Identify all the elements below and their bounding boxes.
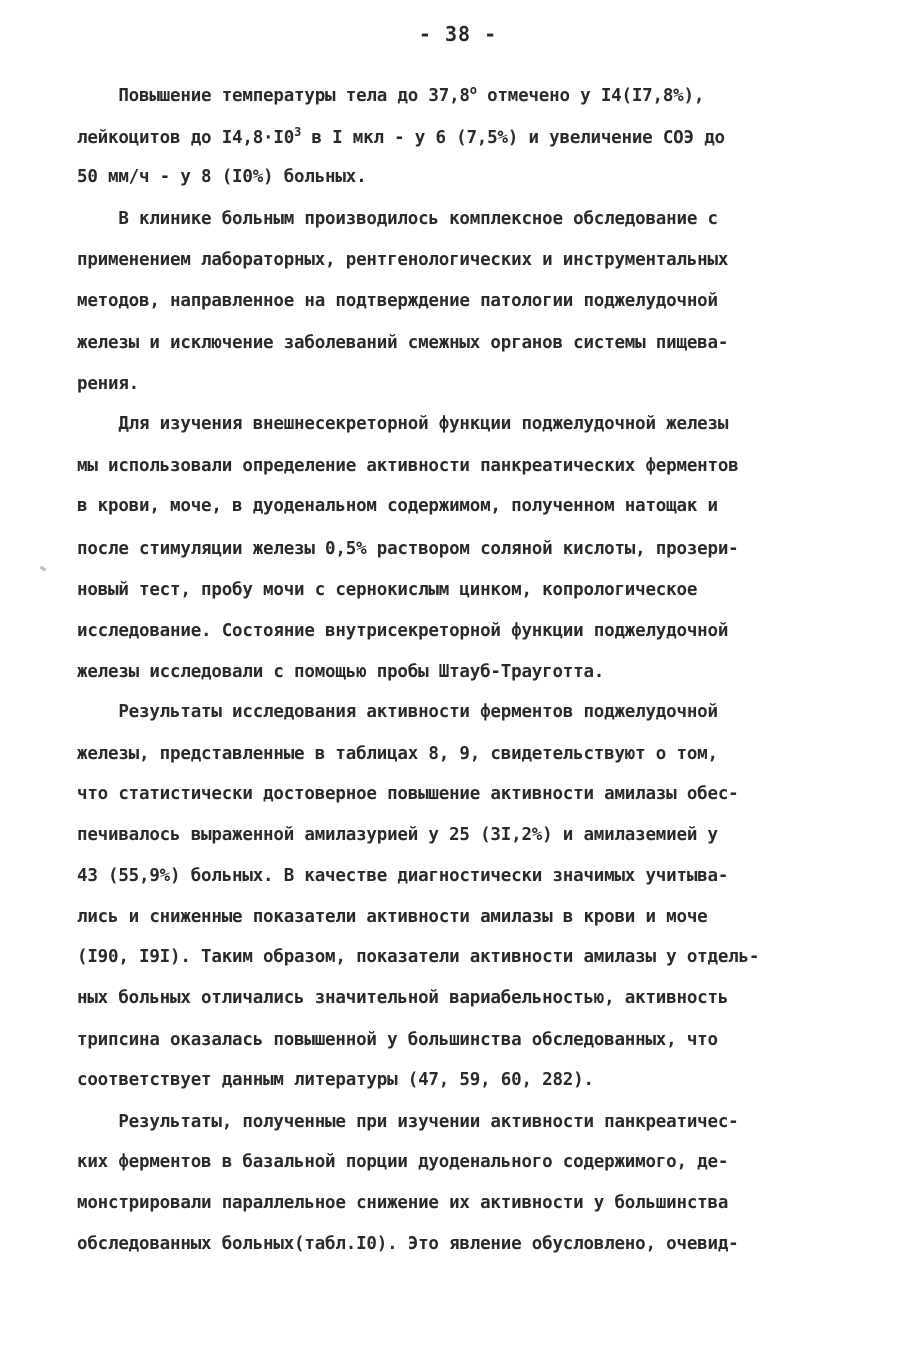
scan-artifact bbox=[40, 566, 47, 572]
text-line: Результаты исследования активности ферментов поджелудочной bbox=[77, 702, 718, 722]
text-line: что статистически достоверное повышение активности амилазы обес- bbox=[77, 784, 739, 804]
text-line: печивалось выраженной амилазурией у 25 (3I,2%) и амилаземией у bbox=[77, 825, 718, 845]
superscript: o bbox=[469, 83, 477, 98]
text-line: новый тест, пробу мочи с сернокислым цинком, копрологическое bbox=[77, 580, 698, 600]
page-number: - 38 - bbox=[418, 22, 498, 46]
text-line: исследование. Состояние внутрисекреторной функции поджелудочной bbox=[77, 621, 729, 641]
text-line: ных больных отличались значительной вариабельностью, активность bbox=[77, 988, 729, 1008]
text-line: лись и сниженные показатели активности амилазы в крови и моче bbox=[77, 907, 708, 927]
superscript: 3 bbox=[294, 125, 302, 140]
text-line: В клинике больным производилось комплексное обследование с bbox=[77, 209, 718, 229]
text-line-tail: в I мкл - у 6 (7,5%) и увеличение СОЭ до bbox=[301, 128, 725, 148]
text-line: лейкоцитов до $I4,8\cdot I0^3$ в I мкл - у 6 (7,5%) и увеличение СОЭ до bbox=[77, 125, 725, 148]
text-line: мы использовали определение активности панкреатических ферментов bbox=[77, 456, 739, 476]
text-line-tail: отмечено у I4(I7,8%), bbox=[476, 86, 705, 106]
text-line: Повышение температуры тела до 37,8$^o$ отмечено у I4(I7,8%), bbox=[77, 83, 705, 106]
text-line: методов, направленное на подтверждение патологии поджелудочной bbox=[77, 291, 718, 311]
text-line: рения. bbox=[77, 374, 140, 394]
text-line: Результаты, полученные при изучении активности панкреатичес- bbox=[77, 1112, 739, 1132]
text-line: трипсина оказалась повышенной у большинства обследованных, что bbox=[77, 1030, 718, 1050]
text-line: ких ферментов в базальной порции дуоденального содержимого, де- bbox=[77, 1152, 729, 1172]
text-line: в крови, моче, в дуоденальном содержимом, полученном натощак и bbox=[77, 496, 718, 516]
text-line: после стимуляции железы 0,5% раствором соляной кислоты, прозери- bbox=[77, 539, 739, 559]
text-line: железы и исключение заболеваний смежных органов системы пищева- bbox=[77, 333, 729, 353]
text-line: железы, представленные в таблицах 8, 9, свидетельствуют о том, bbox=[77, 744, 718, 764]
text-line: 43 (55,9%) больных. В качестве диагностически значимых учитыва- bbox=[77, 866, 729, 886]
text-line: железы исследовали с помощью пробы Штауб-Трауготта. bbox=[77, 662, 605, 682]
text-line: применением лабораторных, рентгенологических и инструментальных bbox=[77, 250, 729, 270]
text-line: (I90, I9I). Таким образом, показатели активности амилазы у отдель- bbox=[77, 947, 760, 967]
text-line: монстрировали параллельное снижение их активности у большинства bbox=[77, 1193, 729, 1213]
text-line: Для изучения внешнесекреторной функции поджелудочной железы bbox=[77, 414, 729, 434]
text-line: обследованных больных(табл.I0). Это явление обусловлено, очевид- bbox=[77, 1234, 739, 1254]
text-line: соответствует данным литературы (47, 59, 60, 282). bbox=[77, 1070, 594, 1090]
text-line: 50 мм/ч - у 8 (I0%) больных. bbox=[77, 167, 367, 187]
